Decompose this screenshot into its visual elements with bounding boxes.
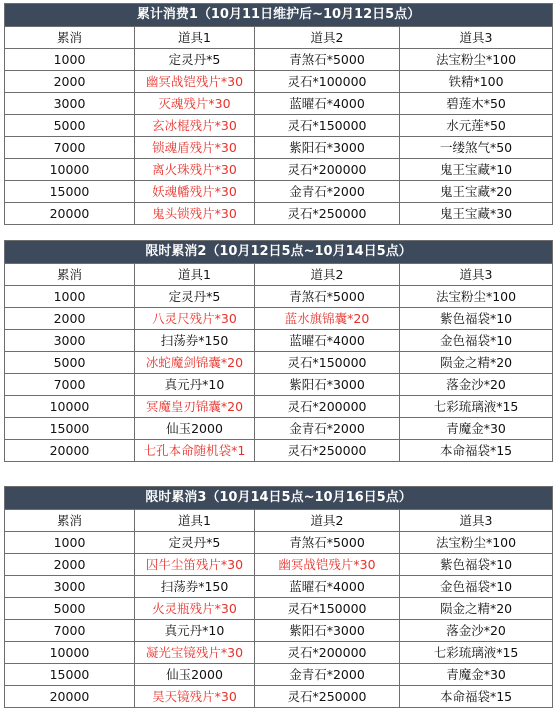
table-row: [5, 137, 553, 159]
reward-item-cell: 灵石*150000: [255, 598, 400, 620]
header-cell: 道具2: [255, 264, 400, 286]
spend-threshold-cell: 3000: [5, 576, 135, 598]
table-title: 累计消费1（10月11日维护后~10月12日5点）: [5, 4, 553, 27]
reward-item-cell: 囚牛尘笛残片*30: [135, 554, 255, 576]
table-row: [5, 308, 553, 330]
spend-threshold-cell: 1000: [5, 532, 135, 554]
spend-threshold-cell: 15000: [5, 418, 135, 440]
header-cell: 道具1: [135, 510, 255, 532]
reward-item-cell: 金青石*2000: [255, 418, 400, 440]
reward-item-cell: 鬼头锁残片*30: [135, 203, 255, 225]
reward-item-cell: 青煞石*5000: [255, 532, 400, 554]
reward-item-cell: 紫阳石*3000: [255, 374, 400, 396]
reward-item-cell: 铁精*100: [400, 71, 553, 93]
table-row: [5, 532, 553, 554]
reward-item-cell: 落金沙*20: [400, 620, 553, 642]
reward-item-cell: 紫阳石*3000: [255, 137, 400, 159]
table-row: [5, 440, 553, 462]
reward-item-cell: 本命福袋*15: [400, 440, 553, 462]
reward-item-cell: 法宝粉尘*100: [400, 286, 553, 308]
header-row: [5, 27, 553, 49]
reward-item-cell: 金色福袋*10: [400, 330, 553, 352]
reward-item-cell: 七彩琉璃液*15: [400, 396, 553, 418]
reward-item-cell: 定灵丹*5: [135, 532, 255, 554]
spend-threshold-cell: 15000: [5, 181, 135, 203]
header-cell: 道具2: [255, 27, 400, 49]
spend-threshold-cell: 2000: [5, 554, 135, 576]
table-row: [5, 576, 553, 598]
spend-threshold-cell: 5000: [5, 598, 135, 620]
reward-item-cell: 本命福袋*15: [400, 686, 553, 708]
reward-table-3: [4, 486, 552, 708]
reward-item-cell: 水元莲*50: [400, 115, 553, 137]
spend-threshold-cell: 3000: [5, 93, 135, 115]
reward-item-cell: 灵石*100000: [255, 71, 400, 93]
spend-threshold-cell: 7000: [5, 137, 135, 159]
table-body: [5, 49, 553, 225]
reward-item-cell: 灵石*200000: [255, 642, 400, 664]
reward-item-cell: 七彩琉璃液*15: [400, 642, 553, 664]
reward-item-cell: 鬼王宝藏*20: [400, 181, 553, 203]
reward-item-cell: 冥魔皇刃锦囊*20: [135, 396, 255, 418]
reward-item-cell: 扫荡券*150: [135, 330, 255, 352]
header-cell: 累消: [5, 27, 135, 49]
spend-threshold-cell: 20000: [5, 440, 135, 462]
table-row: [5, 664, 553, 686]
header-cell: 道具3: [400, 264, 553, 286]
reward-item-cell: 金青石*2000: [255, 181, 400, 203]
spend-threshold-cell: 5000: [5, 115, 135, 137]
reward-item-cell: 落金沙*20: [400, 374, 553, 396]
table-row: [5, 642, 553, 664]
table-3: [4, 486, 553, 708]
table-body: [5, 532, 553, 708]
reward-table-2: [4, 240, 552, 462]
spend-threshold-cell: 10000: [5, 159, 135, 181]
header-cell: 道具1: [135, 27, 255, 49]
reward-item-cell: 陨金之精*20: [400, 598, 553, 620]
spend-threshold-cell: 2000: [5, 308, 135, 330]
reward-item-cell: 紫色福袋*10: [400, 554, 553, 576]
reward-item-cell: 定灵丹*5: [135, 49, 255, 71]
table-row: [5, 93, 553, 115]
reward-item-cell: 紫色福袋*10: [400, 308, 553, 330]
spend-threshold-cell: 1000: [5, 286, 135, 308]
header-cell: 道具1: [135, 264, 255, 286]
reward-item-cell: 锁魂盾残片*30: [135, 137, 255, 159]
table-title: 限时累消3（10月14日5点~10月16日5点）: [5, 487, 553, 510]
reward-item-cell: 妖魂幡残片*30: [135, 181, 255, 203]
table-row: [5, 352, 553, 374]
spend-threshold-cell: 2000: [5, 71, 135, 93]
reward-item-cell: 定灵丹*5: [135, 286, 255, 308]
spend-threshold-cell: 10000: [5, 396, 135, 418]
header-cell: 累消: [5, 264, 135, 286]
reward-item-cell: 八灵尺残片*30: [135, 308, 255, 330]
reward-item-cell: 法宝粉尘*100: [400, 49, 553, 71]
table-row: [5, 374, 553, 396]
spend-threshold-cell: 15000: [5, 664, 135, 686]
spend-threshold-cell: 3000: [5, 330, 135, 352]
reward-item-cell: 青煞石*5000: [255, 286, 400, 308]
header-cell: 道具3: [400, 510, 553, 532]
reward-item-cell: 仙玉2000: [135, 418, 255, 440]
table-row: [5, 554, 553, 576]
table-row: [5, 418, 553, 440]
table-row: [5, 181, 553, 203]
reward-item-cell: 蓝曜石*4000: [255, 93, 400, 115]
table-1: [4, 3, 553, 225]
reward-item-cell: 凝光宝镜残片*30: [135, 642, 255, 664]
table-title-row: [5, 4, 553, 27]
table-title-row: [5, 241, 553, 264]
table-row: [5, 115, 553, 137]
reward-item-cell: 鬼王宝藏*30: [400, 203, 553, 225]
reward-item-cell: 幽冥战铠残片*30: [135, 71, 255, 93]
table-2: [4, 240, 553, 462]
table-row: [5, 620, 553, 642]
table-row: [5, 49, 553, 71]
reward-item-cell: 陨金之精*20: [400, 352, 553, 374]
spend-threshold-cell: 7000: [5, 620, 135, 642]
reward-table-1: [4, 3, 552, 225]
table-row: [5, 286, 553, 308]
reward-item-cell: 金色福袋*10: [400, 576, 553, 598]
reward-item-cell: 灵石*250000: [255, 203, 400, 225]
reward-item-cell: 幽冥战铠残片*30: [255, 554, 400, 576]
reward-item-cell: 紫阳石*3000: [255, 620, 400, 642]
table-title-row: [5, 487, 553, 510]
reward-item-cell: 昊天镜残片*30: [135, 686, 255, 708]
header-cell: 道具3: [400, 27, 553, 49]
table-row: [5, 71, 553, 93]
reward-item-cell: 蓝水旗锦囊*20: [255, 308, 400, 330]
table-row: [5, 330, 553, 352]
reward-item-cell: 碧莲木*50: [400, 93, 553, 115]
spend-threshold-cell: 1000: [5, 49, 135, 71]
spend-threshold-cell: 20000: [5, 686, 135, 708]
reward-item-cell: 灵石*150000: [255, 352, 400, 374]
table-body: [5, 286, 553, 462]
table-row: [5, 159, 553, 181]
reward-item-cell: 一缕煞气*50: [400, 137, 553, 159]
spend-threshold-cell: 10000: [5, 642, 135, 664]
table-title: 限时累消2（10月12日5点~10月14日5点）: [5, 241, 553, 264]
reward-item-cell: 法宝粉尘*100: [400, 532, 553, 554]
reward-item-cell: 蓝曜石*4000: [255, 576, 400, 598]
reward-item-cell: 真元丹*10: [135, 620, 255, 642]
reward-item-cell: 冰蛇魔剑锦囊*20: [135, 352, 255, 374]
reward-item-cell: 真元丹*10: [135, 374, 255, 396]
reward-item-cell: 离火珠残片*30: [135, 159, 255, 181]
reward-item-cell: 鬼王宝藏*10: [400, 159, 553, 181]
header-cell: 道具2: [255, 510, 400, 532]
reward-item-cell: 青煞石*5000: [255, 49, 400, 71]
table-row: [5, 396, 553, 418]
reward-item-cell: 七孔本命随机袋*1: [135, 440, 255, 462]
reward-item-cell: 灵石*200000: [255, 396, 400, 418]
reward-item-cell: 蓝曜石*4000: [255, 330, 400, 352]
reward-item-cell: 青魔金*30: [400, 418, 553, 440]
reward-item-cell: 灵石*250000: [255, 440, 400, 462]
reward-item-cell: 金青石*2000: [255, 664, 400, 686]
table-row: [5, 686, 553, 708]
reward-item-cell: 灵石*150000: [255, 115, 400, 137]
reward-item-cell: 青魔金*30: [400, 664, 553, 686]
table-row: [5, 598, 553, 620]
header-cell: 累消: [5, 510, 135, 532]
reward-item-cell: 火灵瓶残片*30: [135, 598, 255, 620]
reward-item-cell: 灵石*200000: [255, 159, 400, 181]
header-row: [5, 264, 553, 286]
table-row: [5, 203, 553, 225]
spend-threshold-cell: 7000: [5, 374, 135, 396]
spend-threshold-cell: 20000: [5, 203, 135, 225]
spend-threshold-cell: 5000: [5, 352, 135, 374]
reward-item-cell: 仙玉2000: [135, 664, 255, 686]
reward-item-cell: 扫荡券*150: [135, 576, 255, 598]
reward-item-cell: 玄冰棍残片*30: [135, 115, 255, 137]
reward-item-cell: 灵石*250000: [255, 686, 400, 708]
reward-item-cell: 灭魂残片*30: [135, 93, 255, 115]
header-row: [5, 510, 553, 532]
